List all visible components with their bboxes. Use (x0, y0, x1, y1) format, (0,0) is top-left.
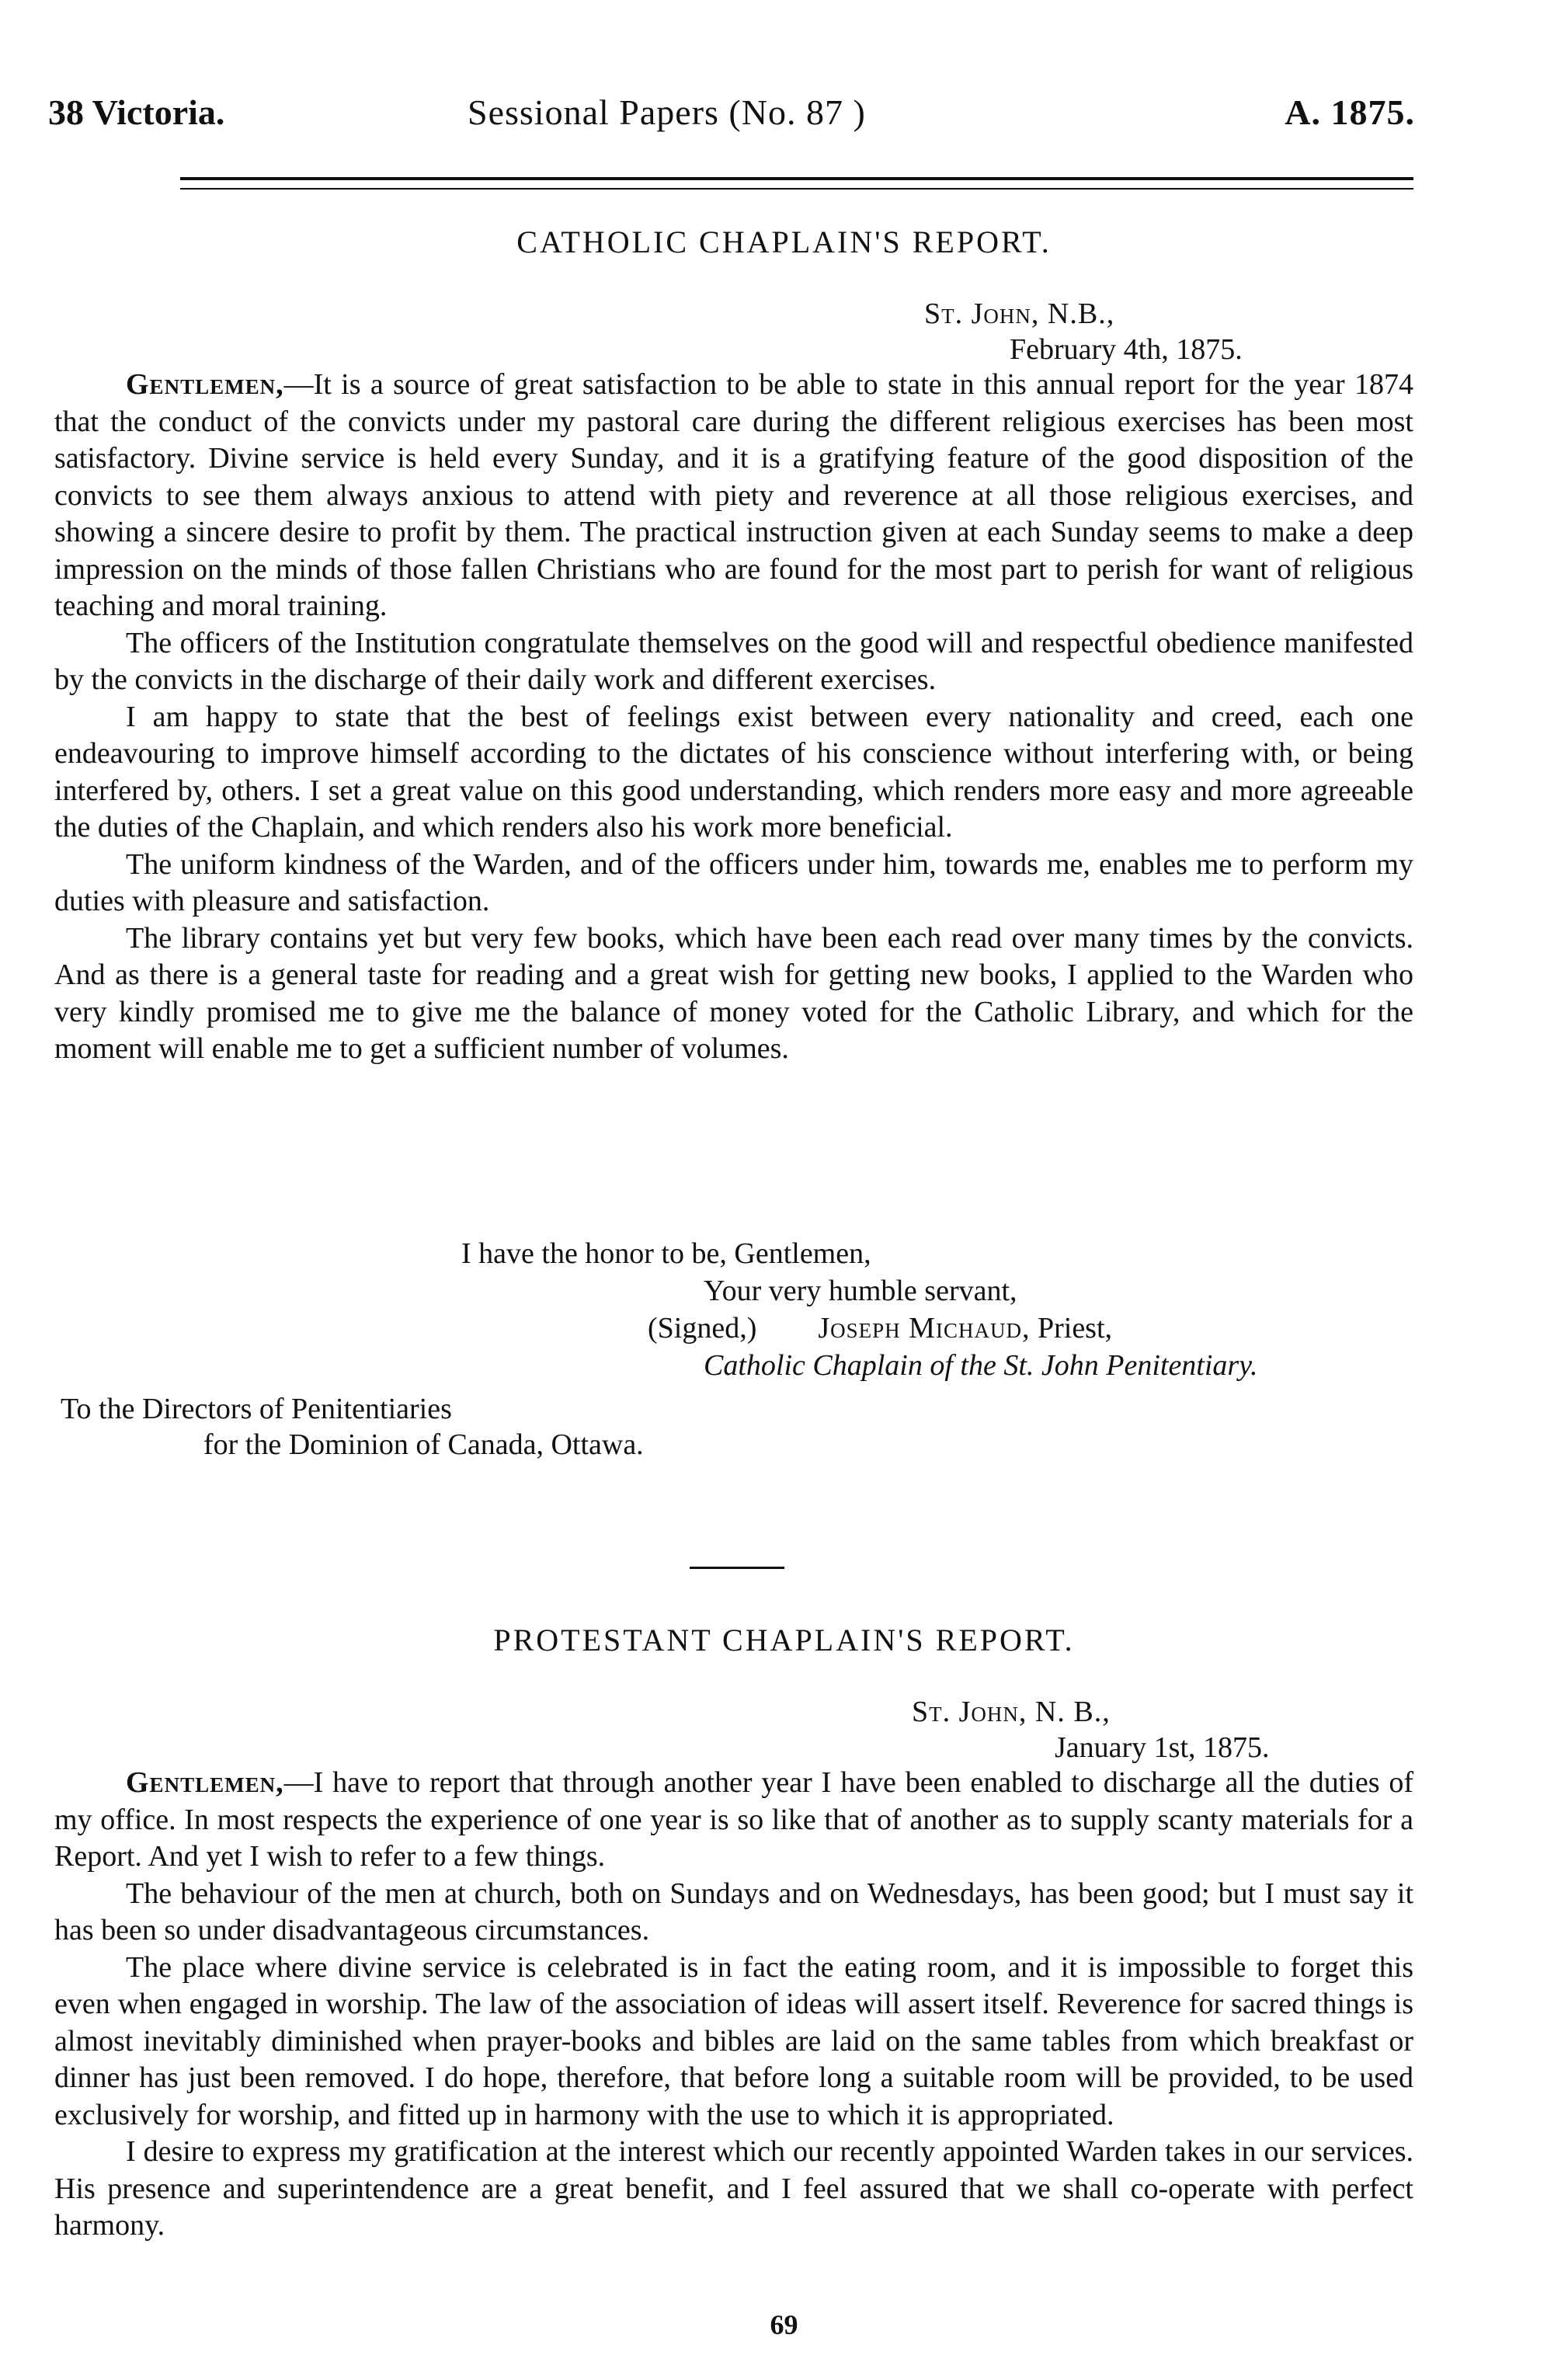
header-sessional-papers: Sessional Papers (No. 87 ) (468, 92, 866, 132)
protestant-report-title: PROTESTANT CHAPLAIN'S REPORT. (493, 1623, 1075, 1658)
header-double-rule (180, 177, 1413, 190)
catholic-salutation: Gentlemen, (126, 368, 284, 401)
catholic-signer-title: Catholic Chaplain of the St. John Penitentiary. (704, 1349, 1258, 1382)
catholic-signer-role: Priest, (1030, 1312, 1113, 1344)
catholic-addressee-line1: To the Directors of Penitentiaries (61, 1393, 452, 1425)
catholic-signed: (Signed,) (648, 1312, 757, 1344)
catholic-signer-name: Joseph Michaud, (818, 1312, 1031, 1344)
catholic-report-title: CATHOLIC CHAPLAIN'S REPORT. (516, 224, 1052, 259)
protestant-report-date: January 1st, 1875. (1055, 1731, 1270, 1764)
catholic-addressee-line2: for the Dominion of Canada, Ottawa. (203, 1428, 644, 1461)
catholic-report-date: February 4th, 1875. (1010, 333, 1243, 366)
protestant-report-body (54, 1765, 1413, 2245)
page-number: 69 (770, 2309, 798, 2340)
catholic-signature-line (648, 1311, 1112, 1345)
catholic-paragraph: The officers of the Institution congratulate themselves on the good will and respectful obedience manifested by the convicts in the discharge of their daily work and different exercises. (54, 626, 1413, 696)
page-header (48, 92, 1415, 146)
protestant-paragraph: The place where divine service is celebrated is in fact the eating room, and it is impossible to forget this even when engaged in worship. The law of the association of ideas will assert itself. Reverence for sacred things is almost inevitably diminished when prayer-books and bibles are laid on the same tables from which breakfast or dinner has just been removed. I do hope, therefore, that before long a suitable room will be provided, to be used exclusively for worship, and fitted up in harmony with the use to which it is appropriated. (54, 1950, 1413, 2131)
protestant-paragraph: I desire to express my gratification at the interest which our recently appointed Warden takes in our services. His presence and superintendence are a great benefit, and I feel assured that we shall co-operate with perfect harmony. (54, 2135, 1413, 2242)
catholic-report-body (54, 367, 1413, 1068)
protestant-salutation: Gentlemen, (126, 1766, 284, 1799)
catholic-paragraph: The library contains yet but very few books, which have been each read over many times by the convicts. And as there is a general taste for reading and a great wish for getting new books, I applied to the Warden who very kindly promised me to give me the balance of money voted for the Catholic Library, and which for the moment will enable me to get a sufficient number of volumes. (54, 921, 1413, 1065)
catholic-closing: I have the honor to be, Gentlemen, (461, 1237, 871, 1270)
catholic-report-place: St. John, N.B., (924, 297, 1115, 330)
catholic-paragraph (54, 367, 1413, 625)
header-year: A. 1875. (1285, 92, 1415, 132)
protestant-paragraph (54, 1765, 1413, 1876)
protestant-paragraph: The behaviour of the men at church, both on Sundays and on Wednesdays, has been good; but I must say it has been so under disadvantageous circumstances. (54, 1877, 1413, 1946)
catholic-paragraph-text: —It is a source of great satisfaction to be able to state in this annual report for the year 1874 that the conduct of the convicts under my pastoral care during the different religious exercises has been most satisfactory. Divine service is held every Sunday, and it is a gratifying feature of the good disposition of the convicts to see them always anxious to attend with piety and reverence at all those religious exercises, and showing a sincere desire to profit by them. The practical instruction given at each Sunday seems to make a deep impression on the minds of those fallen Christians who are found for the most part to perish for want of religious teaching and moral training. (54, 368, 1413, 622)
catholic-servant: Your very humble servant, (704, 1275, 1017, 1307)
catholic-paragraph: The uniform kindness of the Warden, and of the officers under him, towards me, enables me to perform my duties with pleasure and satisfaction. (54, 847, 1413, 917)
protestant-paragraph-text: —I have to report that through another year I have been enabled to discharge all the duties of my office. In most respects the experience of one year is so like that of another as to supply scanty materials for a Report. And yet I wish to refer to a few things. (54, 1766, 1413, 1873)
catholic-paragraph: I am happy to state that the best of feelings exist between every nationality and creed, each one endeavouring to improve himself according to the dictates of his conscience without interfering with, or being interfered by, others. I set a great value on this good understanding, which renders more easy and more agreeable the duties of the Chaplain, and which renders also his work more beneficial. (54, 700, 1413, 844)
section-divider (690, 1567, 784, 1569)
protestant-report-place: St. John, N. B., (912, 1696, 1111, 1728)
header-volume: 38 Victoria. (48, 92, 225, 132)
